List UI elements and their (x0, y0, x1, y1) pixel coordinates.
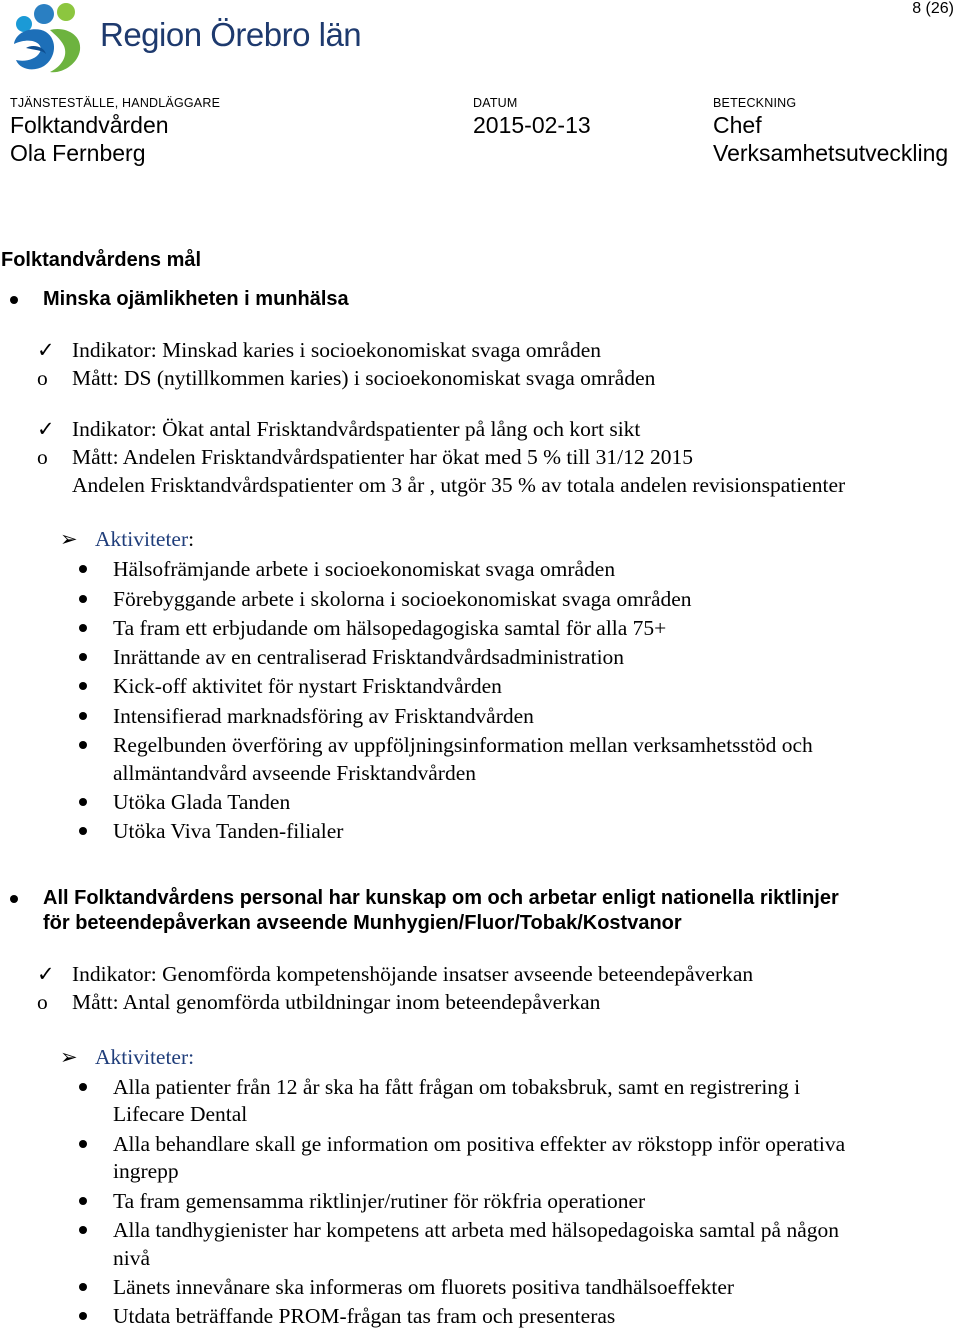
activity-bullet-icon (79, 1312, 87, 1320)
header-date: 2015-02-13 (473, 112, 591, 138)
goal-title: All Folktandvårdens personal har kunskap om och arbetar enligt nationella riktlinjer (43, 887, 839, 909)
activity-bullet-icon (79, 1283, 87, 1291)
activity-item: Ta fram ett erbjudande om hälsopedagogiska samtal för alla 75+ (113, 616, 667, 640)
activity-item-continued: nivå (113, 1246, 151, 1270)
activity-item: Utdata beträffande PROM-frågan tas fram och presenteras (113, 1304, 616, 1328)
activity-item: Alla patienter från 12 år ska ha fått frågan om tobaksbruk, samt en registrering i (113, 1075, 801, 1099)
activity-item: Alla tandhygienister har kompetens att arbeta med hälsopedagoiska samtal på någon (113, 1218, 839, 1242)
activity-bullet-icon (79, 741, 87, 749)
activities-heading (95, 526, 194, 552)
activity-bullet-icon (79, 595, 87, 603)
activity-item-continued: ingrepp (113, 1159, 179, 1183)
activity-item: Intensifierad marknadsföring av Frisktandvården (113, 704, 534, 728)
measure-text: Mått: Antal genomförda utbildningar inom beteendepåverkan (72, 990, 601, 1014)
checkmark-icon: ✓ (37, 417, 55, 441)
activities-label: Aktiviteter (95, 527, 189, 551)
arrow-bullet-icon: ➢ (60, 1045, 78, 1069)
header-label-datum: DATUM (473, 96, 518, 110)
header-label-handlaggare: TJÄNSTESTÄLLE, HANDLÄGGARE (10, 96, 221, 110)
circle-bullet-icon: o (37, 990, 48, 1014)
activities-colon: : (188, 527, 195, 551)
indicator-text: Indikator: Ökat antal Frisktandvårdspatienter på lång och kort sikt (72, 417, 641, 441)
activity-bullet-icon (79, 712, 87, 720)
org-name: Region Örebro län (100, 16, 362, 53)
activity-bullet-icon (79, 1140, 87, 1148)
activity-item: Hälsofrämjande arbete i socioekonomiskat svaga områden (113, 557, 616, 581)
activity-bullet-icon (79, 653, 87, 661)
header-department: Verksamhetsutveckling (713, 140, 949, 166)
activity-bullet-icon (79, 1197, 87, 1205)
activity-bullet-icon (79, 682, 87, 690)
checkmark-icon: ✓ (37, 338, 55, 362)
header-handler: Ola Fernberg (10, 140, 146, 166)
checkmark-icon: ✓ (37, 962, 55, 986)
activity-item: Inrättande av en centraliserad Frisktandvårdsadministration (113, 645, 625, 669)
activity-item: Kick-off aktivitet för nystart Frisktandvården (113, 674, 502, 698)
activity-bullet-icon (79, 624, 87, 632)
activities-heading: Aktiviteter: (95, 1045, 195, 1069)
activity-item-continued: allmäntandvård avseende Frisktandvården (113, 761, 476, 785)
circle-bullet-icon: o (37, 366, 48, 390)
activity-item: Alla behandlare skall ge information om positiva effekter av rökstopp inför operativa (113, 1132, 846, 1156)
activity-bullet-icon (79, 798, 87, 806)
goal-title-continued: för beteendepåverkan avseende Munhygien/Fluor/Tobak/Kostvanor (43, 912, 682, 934)
goal-bullet-icon (10, 895, 18, 903)
indicator-text: Indikator: Genomförda kompetenshöjande insatser avseende beteendepåverkan (72, 962, 754, 986)
activity-item: Förebyggande arbete i skolorna i socioekonomiskat svaga områden (113, 587, 692, 611)
activity-item: Ta fram gemensamma riktlinjer/rutiner för rökfria operationer (113, 1189, 646, 1213)
activity-item: Regelbunden överföring av uppföljningsinformation mellan verksamhetsstöd och (113, 733, 813, 757)
activity-bullet-icon (79, 1226, 87, 1234)
measure-text: Mått: DS (nytillkommen karies) i socioekonomiskat svaga områden (72, 366, 656, 390)
activity-bullet-icon (79, 565, 87, 573)
activity-item: Utöka Viva Tanden-filialer (113, 819, 344, 843)
goal-bullet-icon (10, 296, 18, 304)
region-logo-icon (6, 0, 96, 78)
arrow-bullet-icon: ➢ (60, 527, 78, 551)
header-designation: Chef (713, 112, 762, 138)
activity-bullet-icon (79, 1083, 87, 1091)
activity-item: Länets innevånare ska informeras om fluorets positiva tandhälsoeffekter (113, 1275, 735, 1299)
activity-bullet-icon (79, 827, 87, 835)
indicator-text: Indikator: Minskad karies i socioekonomiskat svaga områden (72, 338, 602, 362)
measure-text: Mått: Andelen Frisktandvårdspatienter har ökat med 5 % till 31/12 2015 (72, 445, 693, 469)
circle-bullet-icon: o (37, 445, 48, 469)
section-title: Folktandvårdens mål (1, 249, 202, 271)
header-unit: Folktandvården (10, 112, 169, 138)
activity-item: Utöka Glada Tanden (113, 790, 291, 814)
measure-text-continued: Andelen Frisktandvårdspatienter om 3 år , utgör 35 % av totala andelen revisionspatienter (72, 473, 846, 497)
goal-title: Minska ojämlikheten i munhälsa (43, 288, 349, 310)
header-label-beteckning: BETECKNING (713, 96, 797, 110)
page-number: 8 (26) (912, 0, 954, 17)
activity-item-continued: Lifecare Dental (113, 1102, 248, 1126)
